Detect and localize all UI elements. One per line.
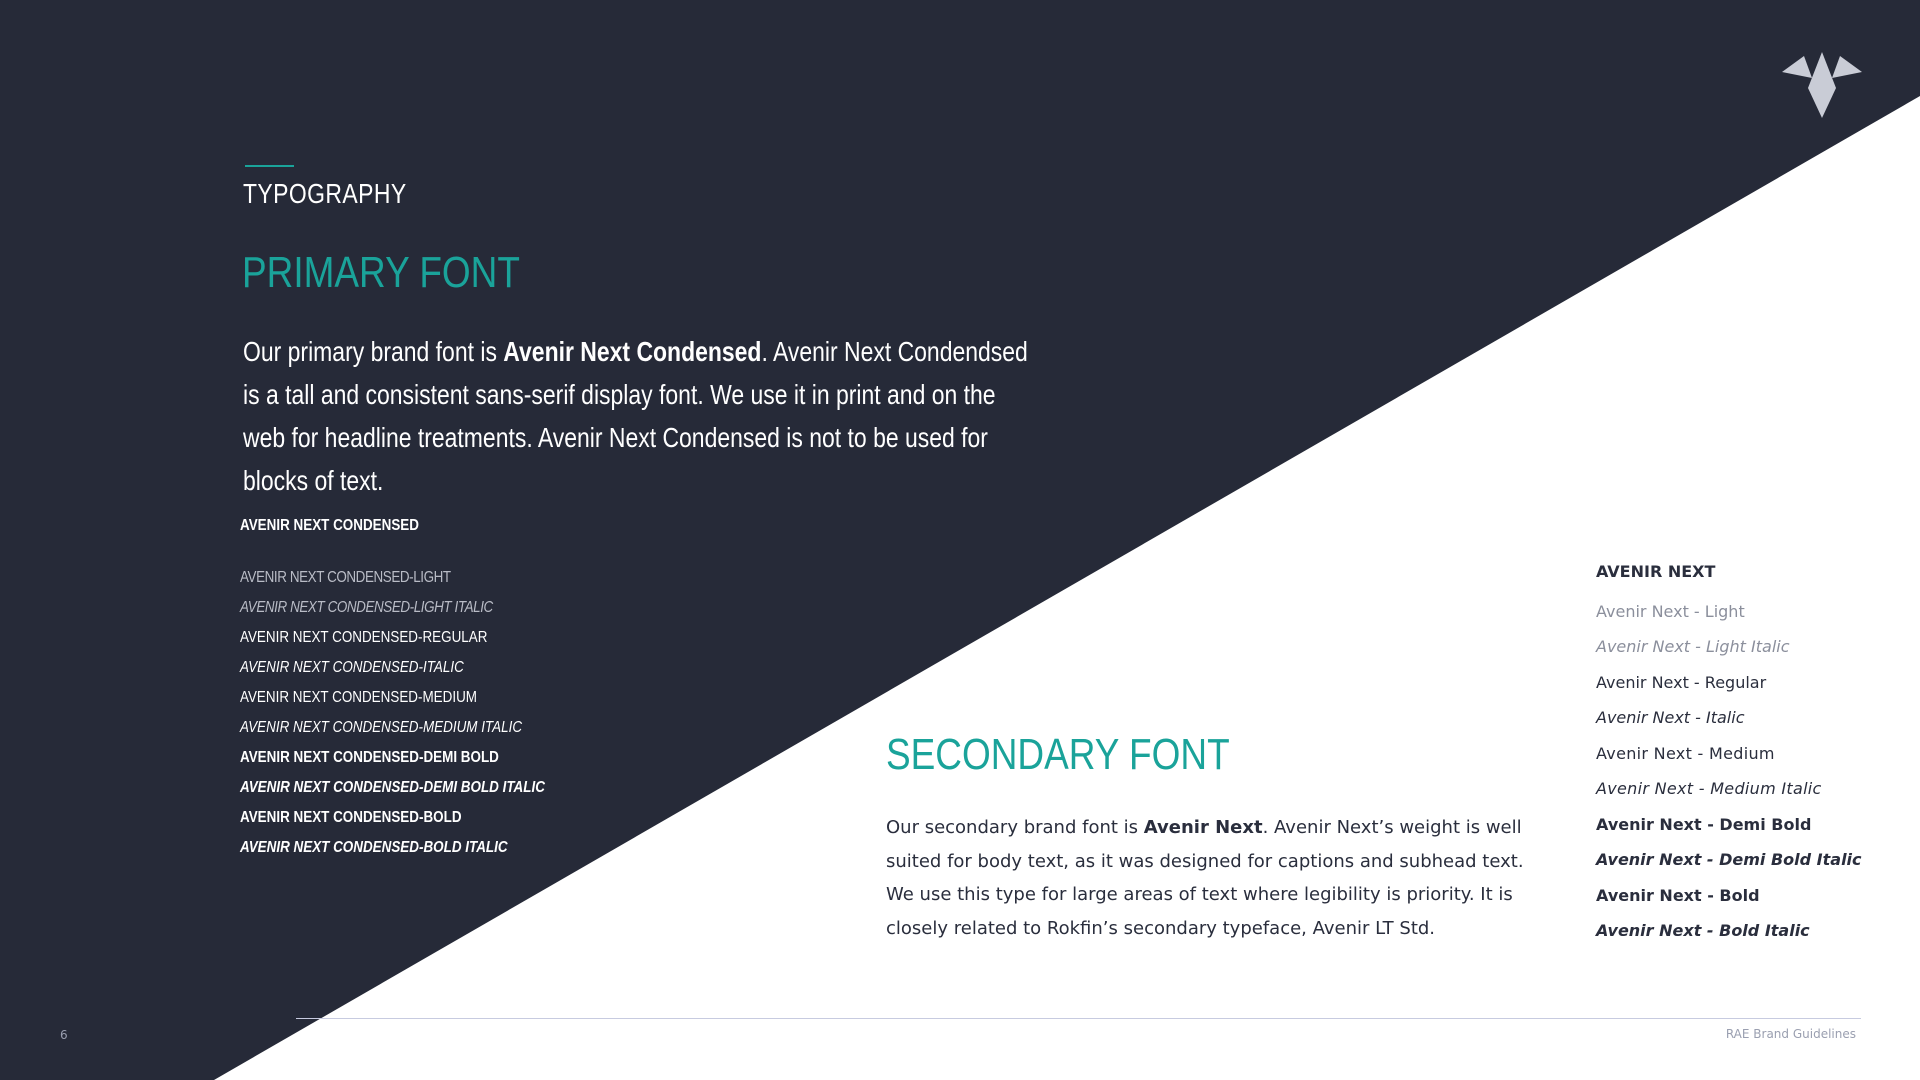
condensed-weights-list xyxy=(240,515,545,863)
secondary-desc-text: Our secondary brand font is xyxy=(886,817,1144,838)
section-label: TYPOGRAPHY xyxy=(243,178,407,209)
avenir-next-weight-medium: Avenir Next - Medium xyxy=(1596,743,1775,763)
avenir-next-list-heading: AVENIR NEXT xyxy=(1596,562,1716,581)
rae-diamond-logo-icon xyxy=(1782,52,1862,122)
condensed-weight-light-italic: AVENIR NEXT CONDENSED-LIGHT ITALIC xyxy=(240,599,493,616)
condensed-weight-regular: AVENIR NEXT CONDENSED-REGULAR xyxy=(240,629,488,646)
primary-font-name: Avenir Next Condensed xyxy=(503,336,762,367)
primary-font-description xyxy=(243,330,1030,502)
secondary-font-description xyxy=(886,811,1546,945)
condensed-weight-medium: AVENIR NEXT CONDENSED-MEDIUM xyxy=(240,689,477,706)
avenir-next-weight-demi-bold: Avenir Next - Demi Bold xyxy=(1596,814,1812,834)
avenir-next-weight-demi-bold-italic: Avenir Next - Demi Bold Italic xyxy=(1596,850,1862,869)
condensed-weight-demi-bold-italic: AVENIR NEXT CONDENSED-DEMI BOLD ITALIC xyxy=(240,779,545,796)
primary-desc-text-end: . Avenir Next Condendsed is a tall and consistent sans-serif display font. We use it in print and on the web for headline treatments. Avenir Next Condensed is not to be used for blocks of text. xyxy=(243,336,1028,496)
secondary-desc-text-end: . Avenir Next’s weight is well suited for body text, as it was designed for captions and subhead text. We use this type for large areas of text where legibility is priority. It is closely related to Rokfin’s secondary typeface, Avenir LT Std. xyxy=(886,817,1524,939)
condensed-weight-bold-italic: AVENIR NEXT CONDENSED-BOLD ITALIC xyxy=(240,839,508,856)
avenir-next-weight-medium-italic: Avenir Next - Medium Italic xyxy=(1596,779,1822,798)
footer-document-title: RAE Brand Guidelines xyxy=(1725,1027,1856,1041)
condensed-weight-bold: AVENIR NEXT CONDENSED-BOLD xyxy=(240,809,462,826)
primary-desc-text: Our primary brand font is xyxy=(243,336,504,367)
primary-font-title: PRIMARY FONT xyxy=(242,248,520,297)
condensed-list-heading: AVENIR NEXT CONDENSED xyxy=(240,517,419,534)
avenir-next-weights-list xyxy=(1596,558,1862,949)
avenir-next-weight-italic: Avenir Next - Italic xyxy=(1596,708,1745,727)
avenir-next-weight-regular: Avenir Next - Regular xyxy=(1596,672,1767,692)
secondary-font-title: SECONDARY FONT xyxy=(886,730,1230,779)
condensed-weight-italic: AVENIR NEXT CONDENSED-ITALIC xyxy=(240,659,464,676)
condensed-weight-medium-italic: AVENIR NEXT CONDENSED-MEDIUM ITALIC xyxy=(240,719,523,736)
page-number: 6 xyxy=(60,1028,68,1042)
avenir-next-weight-bold: Avenir Next - Bold xyxy=(1596,885,1760,905)
section-accent-rule xyxy=(245,165,294,167)
condensed-weight-demi-bold: AVENIR NEXT CONDENSED-DEMI BOLD xyxy=(240,749,499,766)
avenir-next-weight-bold-italic: Avenir Next - Bold Italic xyxy=(1596,921,1810,940)
secondary-font-name: Avenir Next xyxy=(1143,817,1263,838)
condensed-weight-light: AVENIR NEXT CONDENSED-LIGHT xyxy=(240,569,451,586)
avenir-next-weight-light-italic: Avenir Next - Light Italic xyxy=(1596,637,1790,656)
footer-divider xyxy=(296,1018,1861,1019)
avenir-next-weight-light: Avenir Next - Light xyxy=(1596,601,1745,621)
